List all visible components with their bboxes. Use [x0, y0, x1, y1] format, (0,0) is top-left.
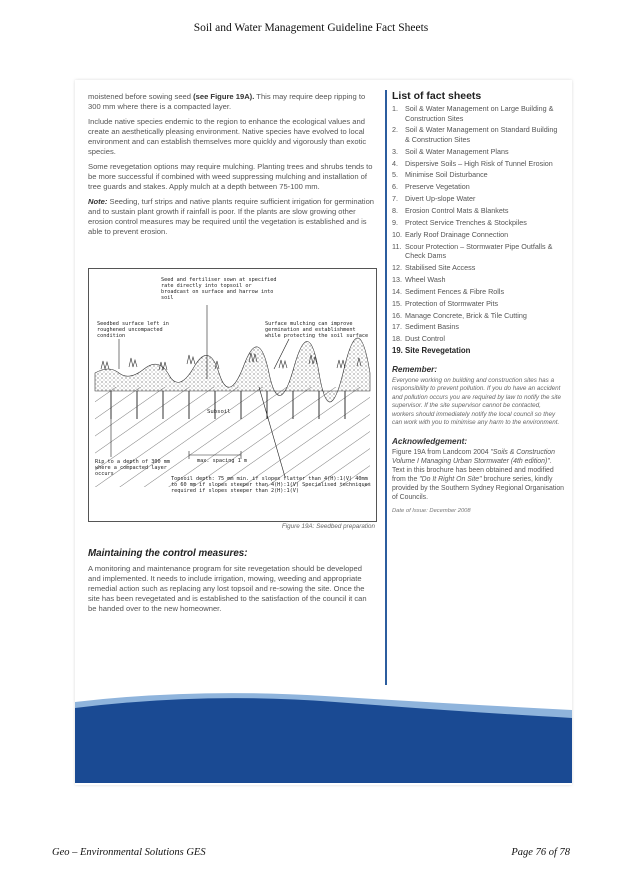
- grass-tufts: [101, 353, 361, 370]
- fact-sheet-label: Soil & Water Management Plans: [405, 146, 509, 156]
- date-of-issue: Date of Issue: December 2008: [392, 507, 471, 514]
- fact-sheet-label: Preserve Vegetation: [405, 182, 470, 192]
- label-surface-mulching: Surface mulching can improve germination and establishment while protecting the soil surface: [265, 321, 369, 339]
- fact-sheet-item: [392, 299, 564, 308]
- fact-sheet-number: 7.: [392, 194, 398, 204]
- fact-sheet-label: Sediment Fences & Fibre Rolls: [405, 286, 505, 296]
- fact-sheet-item: [392, 170, 564, 179]
- fact-sheet-label: Wheel Wash: [405, 274, 446, 284]
- fact-sheet-label: Protection of Stormwater Pits: [405, 298, 499, 308]
- fact-sheet-number: 1.: [392, 104, 398, 114]
- fact-sheet-number: 6.: [392, 182, 398, 192]
- fact-sheet-number: 19.: [392, 346, 403, 356]
- footer-page-number: Page 76 of 78: [511, 847, 570, 858]
- fact-sheet-item: [392, 104, 564, 123]
- fact-sheet-label: Sediment Basins: [405, 322, 459, 332]
- fact-sheet-label: Early Roof Drainage Connection: [405, 229, 509, 239]
- remember-heading: Remember:: [392, 364, 438, 374]
- fact-sheet-number: 13.: [392, 274, 402, 284]
- fact-sheet-number: 14.: [392, 286, 402, 296]
- fact-sheet-label: Stabilised Site Access: [405, 262, 476, 272]
- fact-sheet-item: [392, 206, 564, 215]
- fact-sheet-list: [392, 104, 564, 355]
- fact-sheet-page: [75, 80, 572, 785]
- maintain-heading: Maintaining the control measures:: [88, 548, 248, 559]
- seedbed-figure: [88, 268, 377, 522]
- fact-sheet-item: [392, 322, 564, 331]
- fact-sheet-item: [392, 218, 564, 227]
- fact-sheet-item: [392, 334, 564, 343]
- fact-sheet-label: Manage Concrete, Brick & Tile Cutting: [405, 310, 527, 320]
- fact-sheet-number: 9.: [392, 218, 398, 228]
- sidebar: [392, 92, 564, 516]
- fact-sheet-number: 11.: [392, 241, 402, 251]
- maintain-text: A monitoring and maintenance program for site revegetation should be developed and implemented. It needs to include irrigation, mowing, weeding and appropriate remedial action such as replacing any lost topsoil and re-sowing the site. Once the site has been revegetated and is established to the satisfaction of the council it can be handed over to the new homeowner.: [88, 564, 367, 613]
- label-seedbed-surface: Seedbed surface left in roughened uncompacted condition: [97, 321, 169, 339]
- fact-sheet-label: Divert Up-slope Water: [405, 194, 476, 204]
- fact-sheet-number: 8.: [392, 206, 398, 216]
- fact-sheet-item: [392, 263, 564, 272]
- fact-sheet-number: 18.: [392, 334, 402, 344]
- fact-sheet-item: [392, 287, 564, 296]
- page-header-title: Soil and Water Management Guideline Fact Sheets: [193, 22, 429, 34]
- footer-wave: [75, 688, 572, 783]
- fact-sheet-number: 3.: [392, 146, 398, 156]
- fact-sheet-item: [392, 242, 564, 261]
- fact-sheet-item: [392, 230, 564, 239]
- fact-sheet-label: Dispersive Soils – High Risk of Tunnel Erosion: [405, 158, 553, 168]
- fact-sheet-item: [392, 275, 564, 284]
- fact-sheet-item: [392, 125, 564, 144]
- figure-caption: Figure 19A: Seedbed preparation: [281, 523, 375, 530]
- fact-sheet-item: [392, 147, 564, 156]
- fact-sheet-label: Erosion Control Mats & Blankets: [405, 206, 509, 216]
- label-rip-depth: Rip to a depth of 300 mm where a compacted layer occurs: [95, 459, 170, 477]
- fact-sheet-number: 2.: [392, 125, 398, 135]
- fact-sheet-item: [392, 194, 564, 203]
- fact-sheet-label: Dust Control: [405, 334, 445, 344]
- fact-sheet-number: 10.: [392, 229, 402, 239]
- fact-sheet-label: Site Revegetation: [405, 346, 471, 356]
- fact-sheet-number: 5.: [392, 170, 398, 180]
- paragraph-native-species: Include native species endemic to the region to enhance the ecological values and create an aesthetically pleasing environment. Native species have evolved to local environment and can establish themselves more quickly and vigorously than exotic species.: [88, 117, 367, 156]
- fact-sheet-list-title: List of fact sheets: [392, 90, 482, 102]
- fact-sheet-label: Protect Service Trenches & Stockpiles: [405, 218, 527, 228]
- fact-sheet-number: 17.: [392, 322, 402, 332]
- fact-sheet-item: [392, 182, 564, 191]
- body-text: [88, 92, 376, 242]
- label-max-spacing: max. spacing 1 m: [197, 458, 247, 464]
- note-label: Note:: [88, 197, 108, 206]
- acknowledgement-heading: Acknowledgement:: [392, 436, 468, 446]
- footer-company: Geo – Environmental Solutions GES: [52, 847, 206, 858]
- paragraph-mulching: Some revegetation options may require mulching. Planting trees and shrubs tends to be more successful if combined with weed suppressing mulching and installation of tree guards and stakes. Apply mulch at a depth between 75-100 mm.: [88, 162, 373, 191]
- fact-sheet-label: Soil & Water Management on Standard Building & Construction Sites: [405, 125, 558, 144]
- label-subsoil: Subsoil: [207, 409, 231, 415]
- column-divider: [385, 90, 387, 685]
- fact-sheet-item: [392, 346, 564, 355]
- fact-sheet-number: 16.: [392, 310, 402, 320]
- fact-sheet-item: [392, 311, 564, 320]
- fact-sheet-number: 15.: [392, 298, 402, 308]
- fact-sheet-item: [392, 159, 564, 168]
- figure-reference: (see Figure 19A).: [193, 92, 255, 101]
- remember-text: Everyone working on building and construction sites has a responsibility to prevent pollution. If you do have an accident and pollution occurs you are required by law to notify the site supervisor. If the site supervisor cannot be contacted, workers should immediately notify the local council so they can work with you to minimise any harm to the environment.: [392, 376, 562, 427]
- fact-sheet-number: 12.: [392, 262, 402, 272]
- paragraph-note: Note: Seeding, turf strips and native plants require sufficient irrigation for germination and to sustain plant growth if rainfall is poor. If the plants are slow growing other erosion control measures may be required until the vegetation is established and is able to prevent erosion.: [88, 197, 375, 236]
- fact-sheet-label: Scour Protection – Stormwater Pipe Outfalls & Check Dams: [405, 241, 553, 261]
- paragraph-seeding: moistened before sowing seed (see Figure 19A). This may require deep ripping to 300 mm where there is a compacted layer.: [88, 92, 366, 111]
- fact-sheet-number: 4.: [392, 158, 398, 168]
- label-topsoil-depth: Topsoil depth: 75 mm min. if slopes flatter than 4(H):1(V) 40mm to 60 mm if slopes steeper than 4(H):1(V) Specialised techniques required if slopes steeper than 2(H):1(V): [171, 476, 371, 494]
- fact-sheet-label: Minimise Soil Disturbance: [405, 170, 488, 180]
- label-seed-fertiliser: Seed and fertiliser sown at specified rate directly into topsoil or broadcast on surface and harrow into soil: [161, 277, 277, 301]
- fact-sheet-label: Soil & Water Management on Large Building & Construction Sites: [405, 104, 554, 123]
- acknowledgement-text: Figure 19A from Landcom 2004 "Soils & Construction Volume I Managing Urban Stormwater (4th edition)". Text in this brochure has been obtained and modified from the "Do It Right On Site" brochure series, kindly provided by the Southern Sydney Regional Organisation of Councils.: [392, 449, 564, 501]
